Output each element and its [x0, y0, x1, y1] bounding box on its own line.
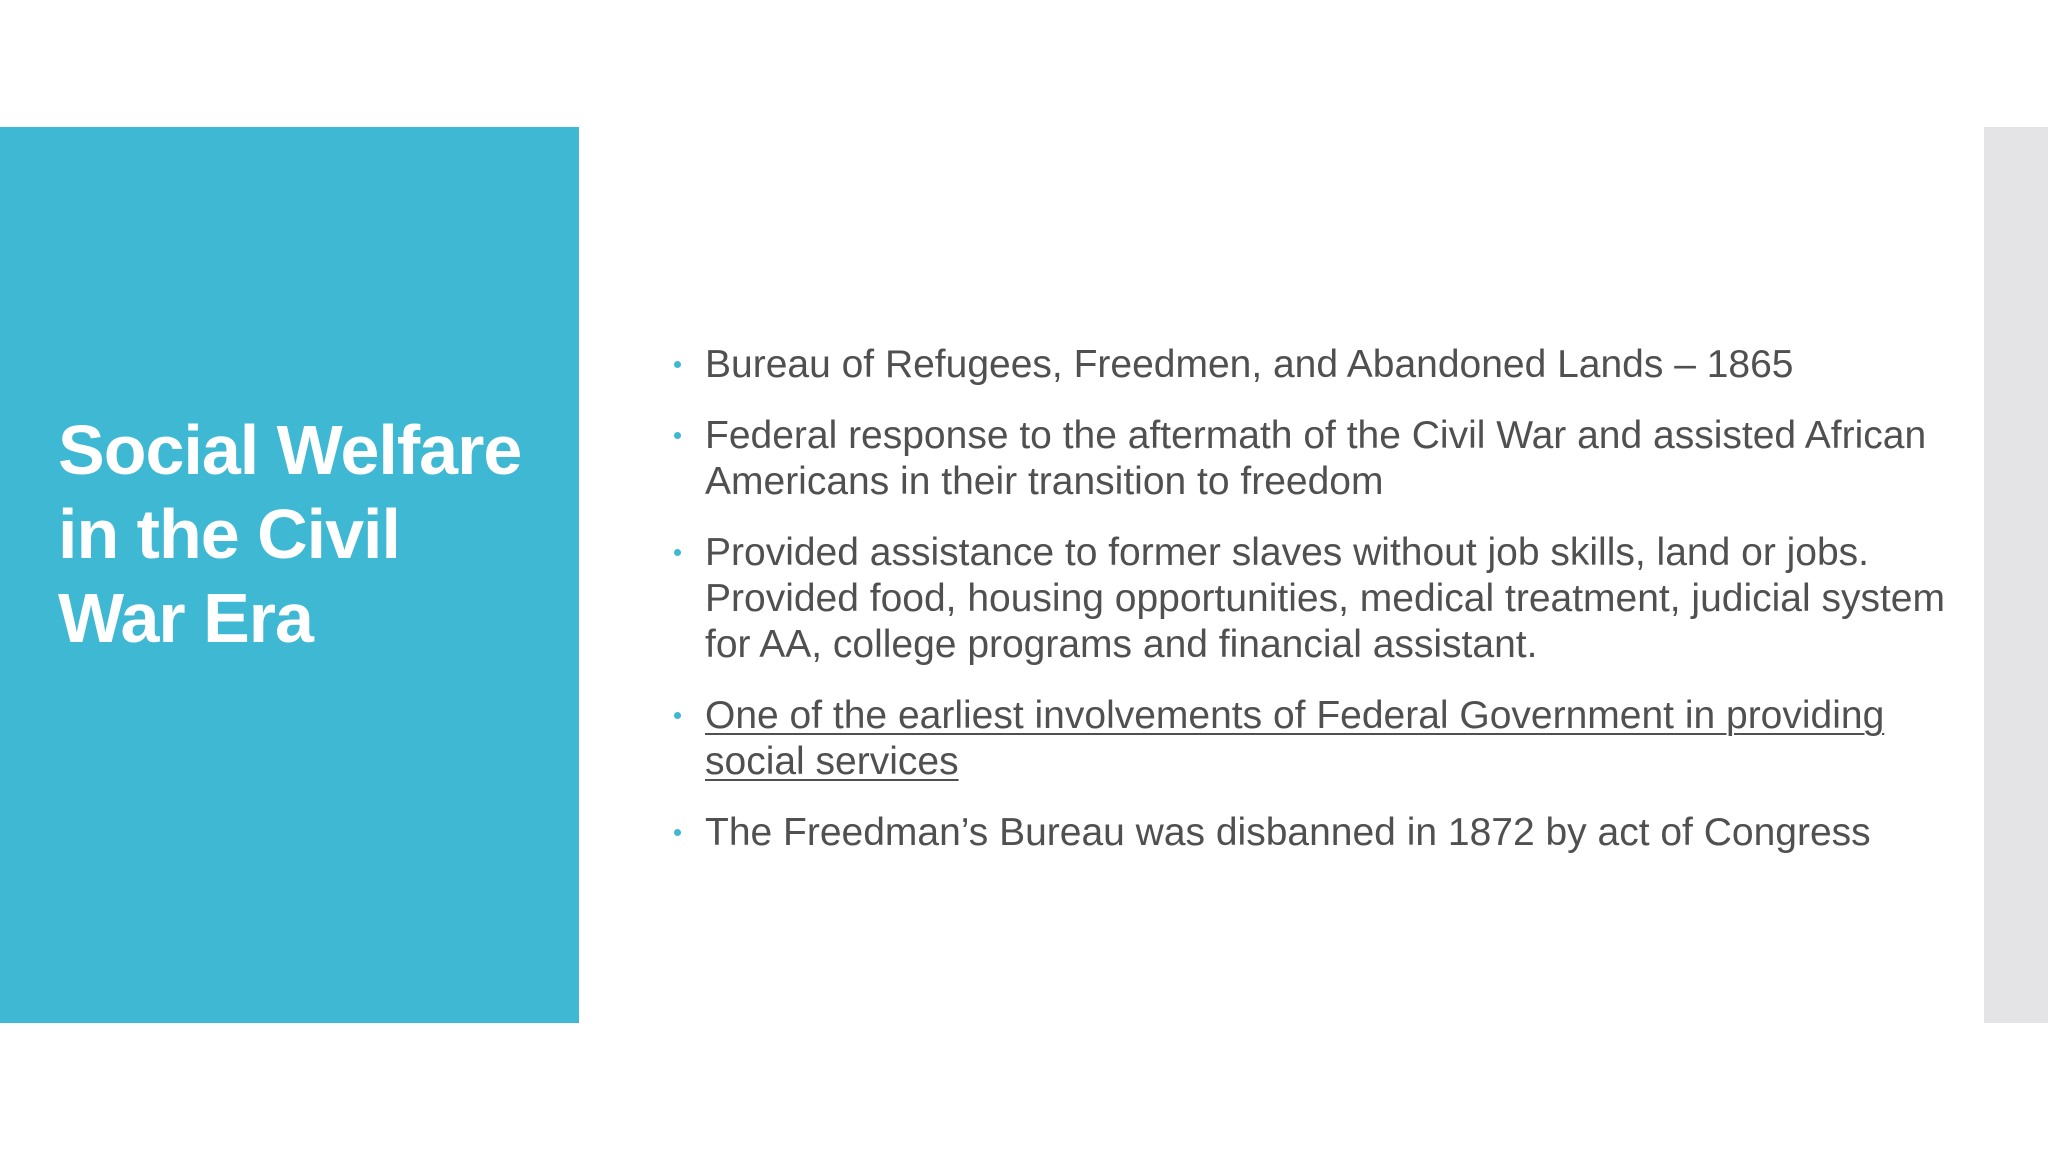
- bullet-item: [674, 342, 1964, 388]
- bullet-dot-icon: [674, 829, 681, 836]
- slide-title: Social Welfare in the Civil War Era: [58, 411, 522, 657]
- bullet-dot-icon: [674, 432, 681, 439]
- bullet-dot-icon: [674, 549, 681, 556]
- bullet-item: [674, 693, 1964, 785]
- side-strip: [1984, 127, 2048, 1023]
- bullet-text: Bureau of Refugees, Freedmen, and Abandoned Lands – 1865: [705, 343, 1794, 386]
- bullet-item: [674, 810, 1964, 856]
- bullet-dot-icon: [674, 712, 681, 719]
- bullet-text: Provided assistance to former slaves without job skills, land or jobs. Provided food, housing opportunities, medical treatment, judicial system for AA, college programs and financial assistant.: [705, 531, 1945, 666]
- bullet-item: [674, 413, 1964, 505]
- bullet-item: [674, 530, 1964, 668]
- bullet-dot-icon: [674, 361, 681, 368]
- bullet-text: Federal response to the aftermath of the Civil War and assisted African Americans in their transition to freedom: [705, 414, 1927, 503]
- bullet-text: The Freedman’s Bureau was disbanned in 1872 by act of Congress: [705, 811, 1871, 854]
- bullet-list: [674, 342, 1964, 881]
- bullet-text-underlined: One of the earliest involvements of Federal Government in providing social services: [705, 694, 1885, 783]
